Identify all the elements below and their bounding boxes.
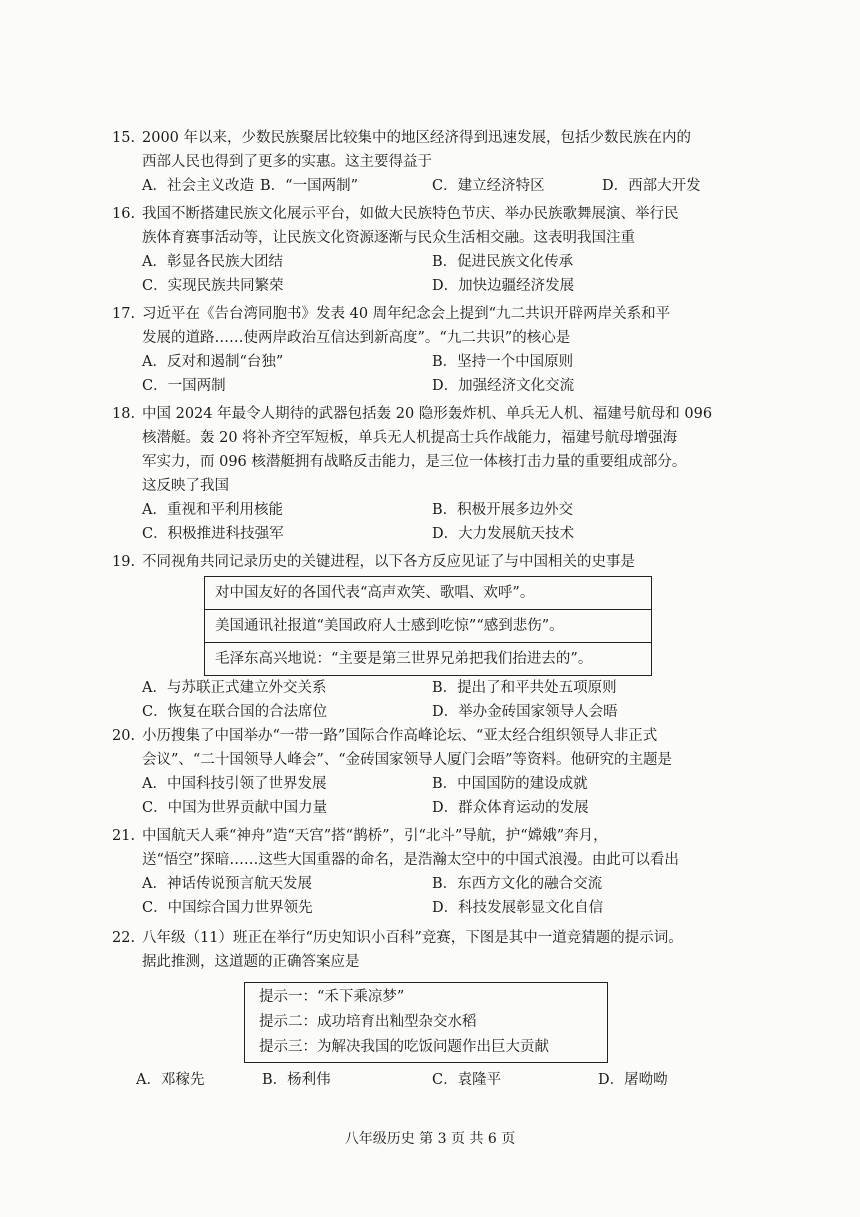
option-c[interactable]: C．一国两制 — [142, 378, 226, 394]
option-c[interactable]: C．袁隆平 — [432, 1072, 502, 1088]
question-stem-line: 中国 2024 年最令人期待的武器包括轰 20 隐形轰炸机、单兵无人机、福建号航母和 096 — [142, 406, 713, 422]
question-stem-line: 八年级（11）班正在举行“历史知识小百科”竞赛，下图是其中一道竞猜题的提示词。 — [142, 930, 683, 946]
question-stem-line: 西部人民也得到了更多的实惠。这主要得益于 — [142, 154, 432, 170]
hint-line: 提示二：成功培育出籼型杂交水稻 — [259, 1014, 477, 1030]
question-stem-line: 军实力，而 096 核潜艇拥有战略反击能力，是三位一体核打击力量的重要组成部分。 — [142, 454, 687, 470]
option-a[interactable]: A．与苏联正式建立外交关系 — [142, 680, 327, 696]
options-row — [112, 174, 772, 198]
option-c[interactable]: C．中国为世界贡献中国力量 — [142, 800, 328, 816]
option-b[interactable]: B．杨利伟 — [262, 1072, 331, 1088]
options-row — [112, 498, 772, 522]
question-stem-line: 发展的道路……使两岸政治互信达到新高度”。“九二共识”的核心是 — [142, 330, 571, 346]
options-row — [112, 522, 772, 546]
question-stem-line: 这反映了我国 — [142, 478, 229, 494]
option-c[interactable]: C．积极推进科技强军 — [142, 526, 284, 542]
option-d[interactable]: D．群众体育运动的发展 — [432, 800, 589, 816]
option-a[interactable]: A．反对和遏制“台独” — [142, 354, 284, 370]
options-row — [112, 896, 772, 920]
question-stem-line: 不同视角共同记录历史的关键进程，以下各方反应见证了与中国相关的史事是 — [142, 554, 635, 570]
question-stem-line: 2000 年以来，少数民族聚居比较集中的地区经济得到迅速发展，包括少数民族在内的 — [142, 130, 692, 146]
option-b[interactable]: B．“一国两制” — [260, 178, 358, 194]
option-d[interactable]: D．加强经济文化交流 — [432, 378, 575, 394]
question-number: 22. — [112, 930, 136, 946]
option-c[interactable]: C．中国综合国力世界领先 — [142, 900, 313, 916]
option-b[interactable]: B．提出了和平共处五项原则 — [432, 680, 617, 696]
option-d[interactable]: D．科技发展彰显文化自信 — [432, 900, 604, 916]
option-b[interactable]: B．积极开展多边外交 — [432, 502, 574, 518]
options-row — [112, 772, 772, 796]
option-c[interactable]: C．建立经济特区 — [432, 178, 545, 194]
option-d[interactable]: D．加快边疆经济发展 — [432, 278, 575, 294]
option-b[interactable]: B．促进民族文化传承 — [432, 254, 574, 270]
option-c[interactable]: C．恢复在联合国的合法席位 — [142, 704, 328, 720]
option-d[interactable]: D．大力发展航天技术 — [432, 526, 575, 542]
option-c[interactable]: C．实现民族共同繁荣 — [142, 278, 284, 294]
question-stem-line: 小历搜集了中国举办“一带一路”国际合作高峰论坛、“亚太经合组织领导人非正式 — [142, 728, 658, 744]
option-a[interactable]: A．神话传说预言航天发展 — [142, 876, 312, 892]
hint-line: 提示三：为解决我国的吃饭问题作出巨大贡献 — [259, 1039, 549, 1055]
question-stem-line: 会议”、“二十国领导人峰会”、“金砖国家领导人厦门会晤”等资料。他研究的主题是 — [142, 752, 673, 768]
option-b[interactable]: B．坚持一个中国原则 — [432, 354, 574, 370]
option-a[interactable]: A．社会主义改造 — [142, 178, 254, 194]
question-22-options — [112, 1068, 772, 1092]
question-number: 17. — [112, 306, 136, 322]
options-row — [112, 676, 772, 700]
question-number: 18. — [112, 406, 136, 422]
options-row — [112, 350, 772, 374]
quote-row: 美国通讯社报道“美国政府人士感到吃惊”“感到悲伤”。 — [205, 609, 651, 642]
hint-box — [244, 982, 608, 1063]
option-b[interactable]: B．中国国防的建设成就 — [432, 776, 588, 792]
question-stem-line: 送“悟空”探暗……这些大国重器的命名，是浩瀚太空中的中国式浪漫。由此可以看出 — [142, 852, 679, 868]
hint-line: 提示一：“禾下乘凉梦” — [259, 989, 405, 1005]
option-d[interactable]: D．西部大开发 — [602, 178, 701, 194]
option-a[interactable]: A．重视和平利用核能 — [142, 502, 283, 518]
option-b[interactable]: B．东西方文化的融合交流 — [432, 876, 603, 892]
page-footer: 八年级历史 第 3 页 共 6 页 — [344, 1131, 516, 1147]
question-19-options — [112, 676, 772, 724]
question-stem-line: 我国不断搭建民族文化展示平台，如做大民族特色节庆、举办民族歌舞展演、举行民 — [142, 206, 679, 222]
options-row — [112, 274, 772, 298]
options-row — [112, 250, 772, 274]
question-stem-line: 习近平在《告台湾同胞书》发表 40 周年纪念会上提到“九二共识开辟两岸关系和平 — [142, 306, 671, 322]
option-a[interactable]: A．邓稼先 — [136, 1072, 205, 1088]
options-row — [112, 872, 772, 896]
quote-row: 对中国友好的各国代表“高声欢笑、歌唱、欢呼”。 — [215, 585, 535, 601]
options-row — [112, 796, 772, 820]
options-row — [112, 700, 772, 724]
question-18 — [112, 402, 772, 546]
question-number: 19. — [112, 554, 136, 570]
question-19 — [112, 550, 772, 574]
question-20 — [112, 724, 772, 820]
quote-row: 毛泽东高兴地说：“主要是第三世界兄弟把我们抬进去的”。 — [205, 642, 651, 675]
question-number: 15. — [112, 130, 136, 146]
option-a[interactable]: A．中国科技引领了世界发展 — [142, 776, 327, 792]
question-stem-line: 核潜艇。轰 20 将补齐空军短板，单兵无人机提高士兵作战能力，福建号航母增强海 — [142, 430, 678, 446]
question-number: 16. — [112, 206, 136, 222]
question-17 — [112, 302, 772, 398]
question-number: 21. — [112, 828, 136, 844]
options-row — [112, 1068, 772, 1092]
question-15 — [112, 126, 772, 198]
question-stem-line: 中国航天人乘“神舟”造“天宫”搭“鹊桥”，引“北斗”导航，护“嫦娥”奔月， — [142, 828, 608, 844]
question-number: 20. — [112, 728, 136, 744]
question-22 — [112, 926, 772, 974]
question-21 — [112, 824, 772, 920]
option-d[interactable]: D．举办金砖国家领导人会晤 — [432, 704, 618, 720]
reaction-quote-box — [204, 576, 652, 676]
question-stem-line: 族体育赛事活动等，让民族文化资源逐渐与民众生活相交融。这表明我国注重 — [142, 230, 635, 246]
option-a[interactable]: A．彰显各民族大团结 — [142, 254, 283, 270]
option-d[interactable]: D．屠呦呦 — [598, 1072, 668, 1088]
question-16 — [112, 202, 772, 298]
question-stem-line: 据此推测，这道题的正确答案应是 — [142, 954, 360, 970]
options-row — [112, 374, 772, 398]
